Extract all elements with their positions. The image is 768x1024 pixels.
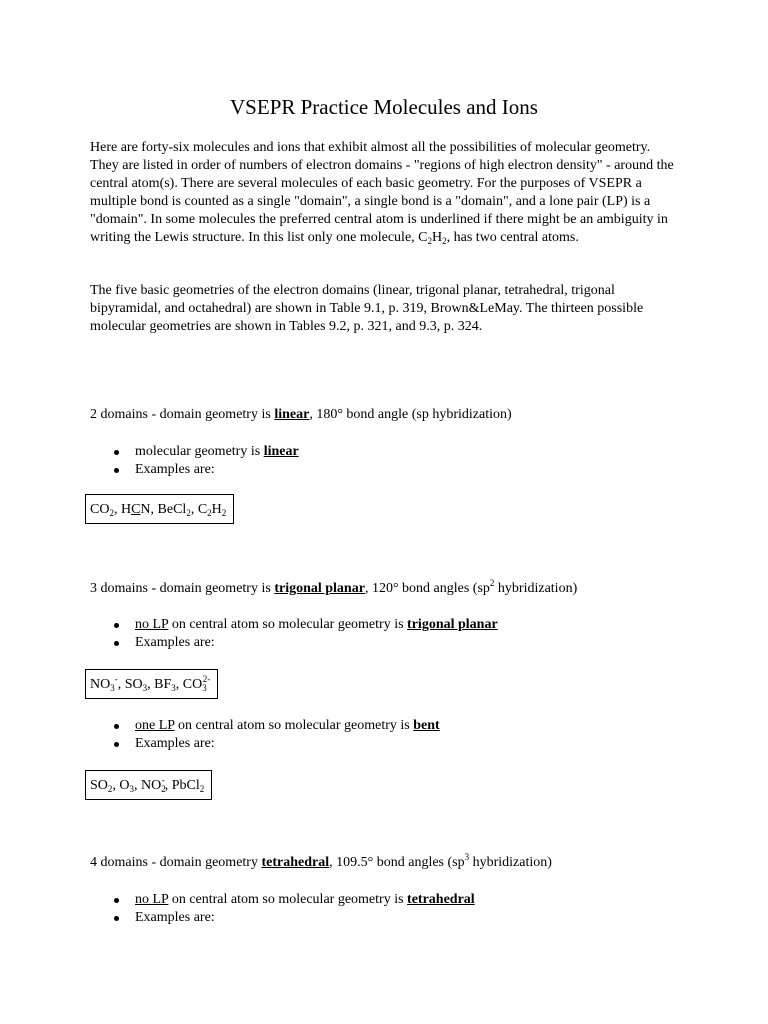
bullet-icon (114, 898, 119, 903)
examples-box-bent: $SO_2$, $O_3$, $NO_2^-$, PbCl$_2$ (85, 770, 212, 800)
geometries-paragraph: The five basic geometries of the electron domains (linear, trigonal planar, tetrahedral, trigonal bipyramidal, and octahedral) are shown in Table 9.1, p. 319, Brown&LeMay. The thirteen possible molecular geometries are shown in Tables 9.2, p. 321, and 9.3, p. 324. (90, 283, 644, 334)
section-heading-3-domains: 3 domains - domain geometry is trigonal planar, 120° bond angles ($sp^2$ hybridization) (90, 578, 578, 596)
examples-box-trigonal-planar: $NO_3^-$, $SO_3$, $BF_3$, $CO_3^{2-}$ (85, 669, 218, 699)
bullet-icon (114, 724, 119, 729)
bullet-icon (114, 641, 119, 646)
section-heading-2-domains: 2 domains - domain geometry is linear, 180° bond angle (sp hybridization) (90, 407, 512, 422)
bullet-icon (114, 468, 119, 473)
section-heading-4-domains: 4 domains - domain geometry tetrahedral, 109.5° bond angles ($sp^3$ hybridization) (90, 852, 552, 870)
bullet-icon (114, 450, 119, 455)
intro-paragraph: Here are forty-six molecules and ions that exhibit almost all the possibilities of molecular geometry. They are listed in order of numbers of electron domains - "regions of high electron density" - around the central atom(s). There are several molecules of each basic geometry. For the purposes of VSEPR a multiple bond is counted as a single "domain", a single bond is a "domain", and a lone pair (LP) is a "domain". In some molecules the preferred central atom is underlined if there might be an ambiguity in writing the Lewis structure. In this list only one molecule, $C_2H_2$, has two central atoms. (90, 140, 674, 246)
examples-box-linear: $CO_2$, HCN, BeCl$_2$, $C_2H_2$ (85, 494, 234, 524)
bullet-icon (114, 916, 119, 921)
bullet-icon (114, 742, 119, 747)
bullet-icon (114, 623, 119, 628)
page-title: VSEPR Practice Molecules and Ions (230, 95, 538, 119)
